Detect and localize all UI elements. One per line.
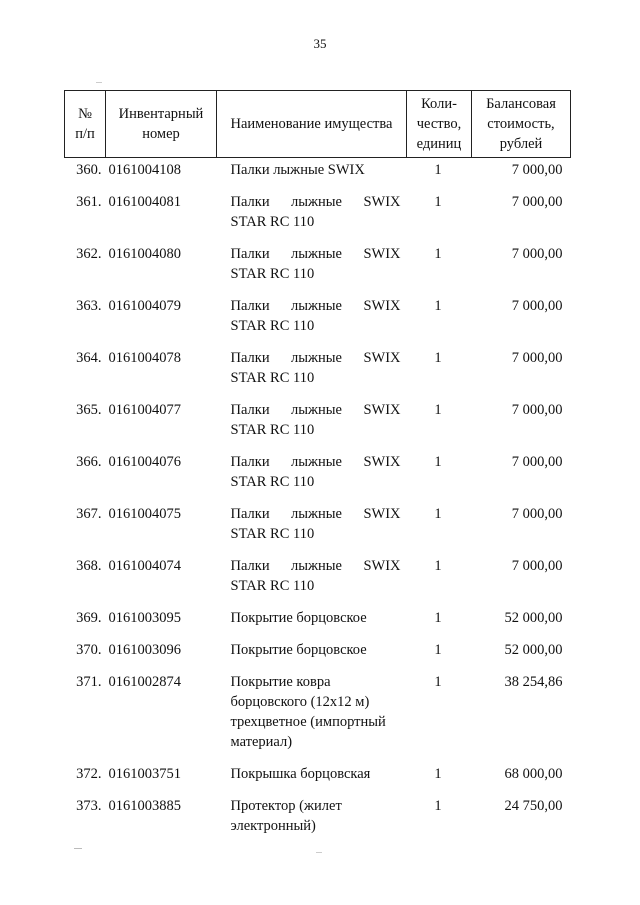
header-inventory: Инвентарный номер bbox=[106, 91, 217, 158]
row-number: 371. bbox=[76, 674, 102, 690]
table-row bbox=[65, 660, 571, 752]
row-number: 364. bbox=[76, 350, 102, 366]
item-name bbox=[217, 544, 407, 596]
item-quantity: 1 bbox=[434, 402, 442, 418]
row-number: 366. bbox=[76, 454, 102, 470]
item-balance: 7 000,00 bbox=[511, 506, 563, 522]
item-name-line: Палки лыжные SWIX bbox=[230, 194, 401, 210]
item-quantity: 1 bbox=[434, 798, 442, 814]
item-quantity: 1 bbox=[434, 610, 442, 626]
item-balance: 7 000,00 bbox=[511, 454, 563, 470]
inventory-number: 0161004077 bbox=[108, 402, 181, 418]
item-name-line: Палки лыжные SWIX bbox=[230, 246, 401, 262]
table-row bbox=[65, 388, 571, 440]
row-number: 373. bbox=[76, 798, 102, 814]
table-row bbox=[65, 440, 571, 492]
item-name-line: Палки лыжные SWIX bbox=[230, 298, 401, 314]
inventory-number: 0161004075 bbox=[108, 506, 181, 522]
inventory-number: 0161003096 bbox=[108, 642, 181, 658]
item-name-line: Палки лыжные SWIX bbox=[230, 162, 365, 178]
table-row bbox=[65, 544, 571, 596]
table-row bbox=[65, 752, 571, 784]
row-number: 363. bbox=[76, 298, 102, 314]
item-name-line: Покрытие борцовское bbox=[230, 642, 367, 658]
table-header-row bbox=[65, 91, 571, 158]
item-name bbox=[217, 284, 407, 336]
page-number: 35 bbox=[313, 36, 327, 51]
inventory-table-wrapper bbox=[64, 90, 570, 836]
inventory-number: 0161004080 bbox=[108, 246, 181, 262]
scan-mark bbox=[316, 852, 322, 853]
item-quantity: 1 bbox=[434, 506, 442, 522]
table-row bbox=[65, 336, 571, 388]
row-number: 365. bbox=[76, 402, 102, 418]
item-quantity: 1 bbox=[434, 350, 442, 366]
row-number: 368. bbox=[76, 558, 102, 574]
item-balance: 7 000,00 bbox=[511, 350, 563, 366]
inventory-number: 0161004108 bbox=[108, 162, 181, 178]
scan-mark bbox=[74, 848, 82, 849]
header-quantity: Коли- чество, единиц bbox=[407, 91, 472, 158]
table-row bbox=[65, 784, 571, 836]
item-balance: 7 000,00 bbox=[511, 246, 563, 262]
row-number: 367. bbox=[76, 506, 102, 522]
item-name-line: Палки лыжные SWIX bbox=[230, 506, 401, 522]
item-quantity: 1 bbox=[434, 454, 442, 470]
table-row bbox=[65, 284, 571, 336]
scan-mark bbox=[96, 82, 102, 83]
item-balance: 7 000,00 bbox=[511, 558, 563, 574]
item-balance: 52 000,00 bbox=[504, 642, 563, 658]
item-name bbox=[217, 660, 407, 752]
item-name bbox=[217, 752, 407, 784]
table-row bbox=[65, 596, 571, 628]
item-name-line: STAR RC 110 bbox=[230, 370, 315, 386]
item-name bbox=[217, 158, 407, 181]
item-name-line: Палки лыжные SWIX bbox=[230, 454, 401, 470]
item-balance: 52 000,00 bbox=[504, 610, 563, 626]
item-quantity: 1 bbox=[434, 298, 442, 314]
header-name: Наименование имущества bbox=[217, 91, 407, 158]
item-name-line: Покрышка борцовская bbox=[230, 766, 371, 782]
item-name bbox=[217, 492, 407, 544]
inventory-number: 0161004079 bbox=[108, 298, 181, 314]
inventory-number: 0161004074 bbox=[108, 558, 181, 574]
item-balance: 7 000,00 bbox=[511, 298, 563, 314]
inventory-number: 0161004081 bbox=[108, 194, 181, 210]
item-name bbox=[217, 388, 407, 440]
table-row bbox=[65, 180, 571, 232]
table-row bbox=[65, 628, 571, 660]
inventory-number: 0161003885 bbox=[108, 798, 181, 814]
item-balance: 7 000,00 bbox=[511, 402, 563, 418]
row-number: 372. bbox=[76, 766, 102, 782]
item-name bbox=[217, 232, 407, 284]
item-name bbox=[217, 440, 407, 492]
inventory-number: 0161004078 bbox=[108, 350, 181, 366]
item-name-line: STAR RC 110 bbox=[230, 526, 315, 542]
row-number: 369. bbox=[76, 610, 102, 626]
inventory-number: 0161003095 bbox=[108, 610, 181, 626]
item-name-line: STAR RC 110 bbox=[230, 266, 315, 282]
item-quantity: 1 bbox=[434, 642, 442, 658]
row-number: 361. bbox=[76, 194, 102, 210]
item-name bbox=[217, 596, 407, 628]
row-number: 360. bbox=[76, 162, 102, 178]
item-quantity: 1 bbox=[434, 674, 442, 690]
item-name-line: STAR RC 110 bbox=[230, 318, 315, 334]
item-name-line: STAR RC 110 bbox=[230, 214, 315, 230]
item-balance: 7 000,00 bbox=[511, 194, 563, 210]
item-name-line: Палки лыжные SWIX bbox=[230, 350, 401, 366]
item-balance: 24 750,00 bbox=[504, 798, 563, 814]
inventory-number: 0161002874 bbox=[108, 674, 181, 690]
item-balance: 7 000,00 bbox=[511, 162, 563, 178]
item-name-line: Палки лыжные SWIX bbox=[230, 558, 401, 574]
inventory-number: 0161003751 bbox=[108, 766, 181, 782]
row-number: 370. bbox=[76, 642, 102, 658]
item-quantity: 1 bbox=[434, 766, 442, 782]
item-quantity: 1 bbox=[434, 162, 442, 178]
table-row bbox=[65, 232, 571, 284]
item-balance: 68 000,00 bbox=[504, 766, 563, 782]
table-row bbox=[65, 158, 571, 181]
item-name-line: STAR RC 110 bbox=[230, 474, 315, 490]
header-balance: Балансовая стоимость, рублей bbox=[472, 91, 571, 158]
item-name bbox=[217, 180, 407, 232]
item-name-line: Покрытие ковра борцовского (12х12 м) трехцветное (импортный материал) bbox=[230, 674, 386, 750]
item-name bbox=[217, 336, 407, 388]
item-quantity: 1 bbox=[434, 558, 442, 574]
header-num: № п/п bbox=[65, 91, 106, 158]
item-balance: 38 254,86 bbox=[504, 674, 563, 690]
item-name bbox=[217, 628, 407, 660]
item-name-line: STAR RC 110 bbox=[230, 422, 315, 438]
item-name bbox=[217, 784, 407, 836]
table-row bbox=[65, 492, 571, 544]
inventory-table bbox=[64, 90, 571, 836]
row-number: 362. bbox=[76, 246, 102, 262]
item-name-line: Покрытие борцовское bbox=[230, 610, 367, 626]
item-name-line: Палки лыжные SWIX bbox=[230, 402, 401, 418]
item-name-line: STAR RC 110 bbox=[230, 578, 315, 594]
item-quantity: 1 bbox=[434, 246, 442, 262]
inventory-number: 0161004076 bbox=[108, 454, 181, 470]
item-quantity: 1 bbox=[434, 194, 442, 210]
item-name-line: Протектор (жилет электронный) bbox=[230, 798, 342, 834]
